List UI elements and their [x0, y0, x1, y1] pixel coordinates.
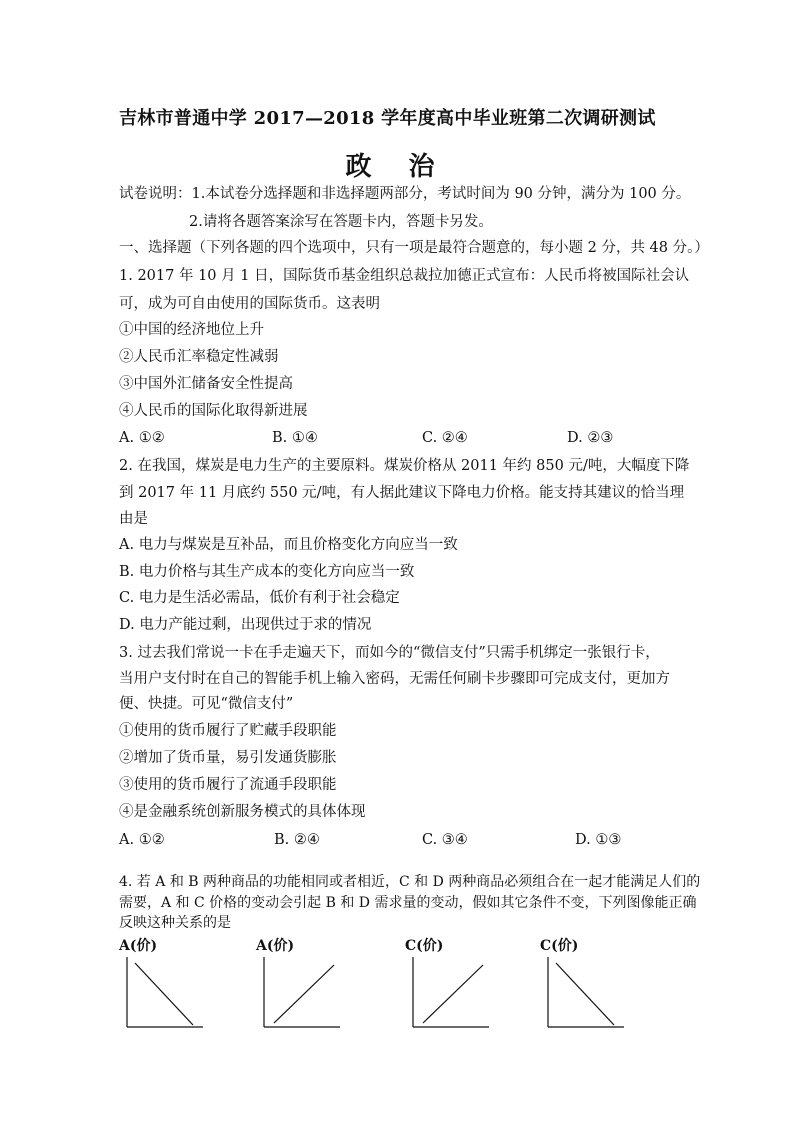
q1-option-c: C. ②④ — [422, 430, 468, 446]
q3-option-b: B. ②④ — [274, 832, 320, 848]
q2-option-a: A. 电力与煤炭是互补品，而且价格变化方向应当一致 — [119, 537, 458, 553]
q4-graph-c-plot — [405, 955, 495, 1033]
q3-statement-1: ①使用的货币履行了贮藏手段职能 — [119, 723, 337, 739]
q3-option-d: D. ①③ — [575, 832, 622, 848]
subject-title: 政 治 — [345, 152, 449, 182]
q4-graph-a-plot — [119, 955, 209, 1033]
q4-graph-a — [119, 935, 229, 1035]
q4-stem-line-1: 4. 若 A 和 B 两种商品的功能相同或者相近，C 和 D 两种商品必须组合在一起才能满足人们的 — [119, 874, 701, 890]
section-heading: 一、选择题（下列各题的四个选项中，只有一项是最符合题意的，每小题 2 分，共 48 分。） — [119, 240, 709, 256]
q2-option-b: B. 电力价格与其生产成本的变化方向应当一致 — [119, 564, 415, 580]
q1-stem-line-2: 可，成为可自由使用的国际货币。这表明 — [119, 296, 380, 312]
q4-stem-line-3: 反映这种关系的是 — [119, 915, 231, 931]
q1-option-b: B. ①④ — [272, 430, 318, 446]
q4-graph-d-label: C(价) — [540, 938, 579, 954]
q1-option-d: D. ②③ — [567, 430, 614, 446]
q4-graph-d-plot — [540, 955, 630, 1033]
q4-graph-a-label: A(价) — [119, 938, 158, 954]
q4-graph-c — [405, 935, 515, 1035]
q3-stem-line-3: 便、快捷。可见“微信支付” — [119, 696, 294, 712]
q1-statement-1: ①中国的经济地位上升 — [119, 322, 264, 338]
q3-stem-line-1: 3. 过去我们常说一卡在手走遍天下，而如今的“微信支付”只需手机绑定一张银行卡， — [119, 645, 660, 661]
q2-option-d: D. 电力产能过剩，出现供过于求的情况 — [119, 617, 372, 633]
q3-statement-3: ③使用的货币履行了流通手段职能 — [119, 777, 337, 793]
q4-graph-c-label: C(价) — [405, 938, 444, 954]
q1-statement-3: ③中国外汇储备安全性提高 — [119, 376, 293, 392]
q2-stem-line-3: 由是 — [119, 511, 148, 527]
q2-option-c: C. 电力是生活必需品，低价有利于社会稳定 — [119, 590, 400, 606]
demand-line-down — [135, 963, 193, 1025]
q1-statement-2: ②人民币汇率稳定性减弱 — [119, 349, 279, 365]
exam-title: 吉林市普通中学 2017—2018 学年度高中毕业班第二次调研测试 — [119, 108, 656, 129]
q3-statement-2: ②增加了货币量，易引发通货膨胀 — [119, 750, 337, 766]
q4-graph-b-label: A(价) — [256, 938, 295, 954]
q4-graph-b — [256, 935, 366, 1035]
q1-statement-4: ④人民币的国际化取得新进展 — [119, 403, 308, 419]
demand-line-up — [423, 965, 483, 1023]
q4-graph-b-plot — [256, 955, 346, 1033]
instruction-line-1: 试卷说明：1.本试卷分选择题和非选择题两部分，考试时间为 90 分钟，满分为 100 分。 — [119, 186, 691, 202]
q2-stem-line-1: 2. 在我国，煤炭是电力生产的主要原料。煤炭价格从 2011 年约 850 元/吨，大幅度下降 — [119, 458, 690, 474]
q4-graph-d — [540, 935, 650, 1035]
q1-stem-line-1: 1. 2017 年 10 月 1 日，国际货币基金组织总裁拉加德正式宣布：人民币将被国际社会认 — [119, 268, 690, 284]
q1-option-a: A. ①② — [119, 430, 165, 446]
q3-stem-line-2: 当用户支付时在自己的智能手机上输入密码，无需任何刷卡步骤即可完成支付，更加方 — [119, 671, 670, 687]
q3-statement-4: ④是金融系统创新服务模式的具体体现 — [119, 804, 366, 820]
instruction-line-2: 2.请将各题答案涂写在答题卡内，答题卡另发。 — [189, 214, 493, 230]
demand-line-down — [556, 963, 614, 1025]
q3-option-c: C. ③④ — [422, 832, 468, 848]
q3-option-a: A. ①② — [119, 832, 165, 848]
q2-stem-line-2: 到 2017 年 11 月底约 550 元/吨，有人据此建议下降电力价格。能支持其建议的恰当理 — [119, 485, 685, 501]
demand-line-up — [274, 965, 334, 1023]
q4-stem-line-2: 需要，A 和 C 价格的变动会引起 B 和 D 需求量的变动，假如其它条件不变，下列图像能正确 — [119, 895, 697, 911]
